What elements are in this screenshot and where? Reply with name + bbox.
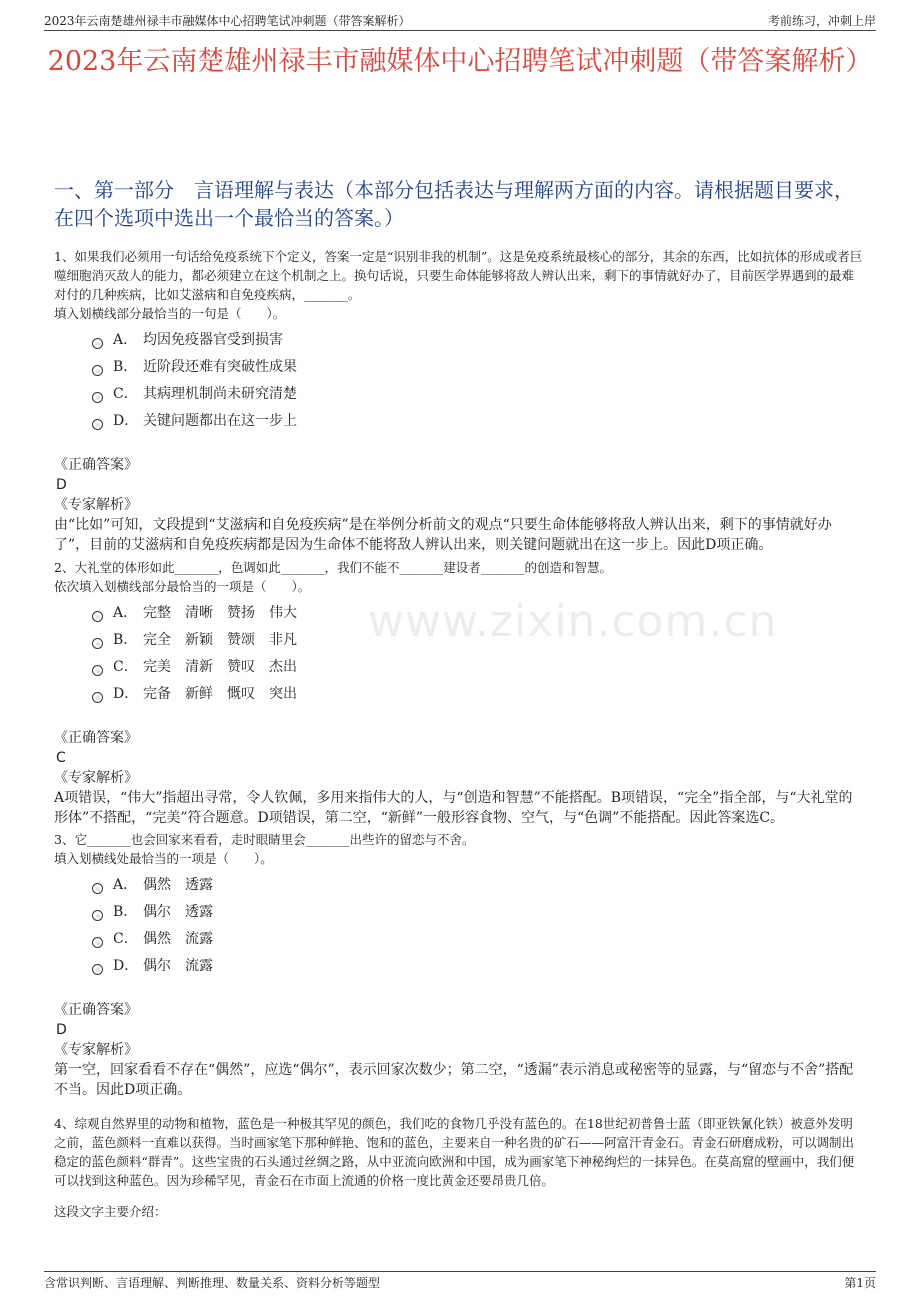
option-text: 近阶段还难有突破性成果 [143,359,297,375]
option-text: 完备 新鲜 慨叹 突出 [143,686,297,702]
answer-value: D [56,1022,67,1038]
radio-icon[interactable] [92,910,103,921]
option-letter: D． [113,413,139,429]
footer-description: 含常识判断、言语理解、判断推理、数量关系、资料分析等题型 [44,1276,381,1290]
option-d[interactable] [92,681,864,708]
option-letter: D． [113,686,139,702]
analysis-label: 《专家解析》 [54,770,138,786]
option-list [92,872,864,980]
analysis-label: 《专家解析》 [54,1042,138,1058]
question-stem: 4、综观自然界里的动物和植物，蓝色是一种极其罕见的颜色，我们吃的食物几乎没有蓝色的。在18世纪初普鲁士蓝（即亚铁氰化铁）被意外发明之前，蓝色颜料一直难以获得。当时画家笔下那种鲜艳、饱和的蓝色，主要来自一种名贵的矿石——阿富汗青金石。青金石研磨成粉，可以调制出稳定的蓝色颜料“群青”。这些宝贵的石头通过丝绸之路，从中亚流向欧洲和中国，成为画家笔下神秘绚烂的一抹异色。在莫高窟的壁画中，我们便可以找到这种蓝色。因为珍稀罕见，青金石在市面上流通的价格一度比黄金还要昂贵几倍。 [54,1116,855,1188]
option-a[interactable] [92,872,864,899]
option-text: 偶然 流露 [143,931,213,947]
radio-icon[interactable] [92,692,103,703]
option-text: 偶尔 流露 [143,958,213,974]
option-text: 完整 清晰 赞扬 伟大 [143,605,297,621]
option-c[interactable] [92,654,864,681]
radio-icon[interactable] [92,392,103,403]
option-a[interactable] [92,327,864,354]
option-text: 关键问题都出在这一步上 [143,413,297,429]
header-slogan: 考前练习，冲刺上岸 [767,14,876,28]
radio-icon[interactable] [92,338,103,349]
answer-value: C [56,750,66,766]
answer-value: D [56,477,67,493]
option-b[interactable] [92,354,864,381]
document-title: 2023年云南楚雄州禄丰市融媒体中心招聘笔试冲刺题（带答案解析） [47,46,873,77]
answer-section [54,728,864,828]
question-prompt: 填入划横线部分最恰当的一句是（ ）。 [54,306,286,321]
option-c[interactable] [92,926,864,953]
answer-section [54,455,864,555]
analysis-text: 由“比如”可知，文段提到“艾滋病和自免疫疾病”是在举例分析前文的观点“只要生命体能够将敌人辨认出来，剩下的事情就好办了”，目前的艾滋病和自免疫疾病都是因为生命体不能将敌人辨认出来，则关键问题就出在这一步上。因此D项正确。 [54,517,832,553]
section-heading: 一、第一部分 言语理解与表达（本部分包括表达与理解两方面的内容。请根据题目要求，在四个选项中选出一个最恰当的答案。） [54,178,854,230]
question-4 [54,1114,864,1221]
option-c[interactable] [92,381,864,408]
option-d[interactable] [92,953,864,980]
radio-icon[interactable] [92,611,103,622]
question-prompt: 这段文字主要介绍： [54,1204,167,1219]
question-1 [54,247,864,555]
radio-icon[interactable] [92,665,103,676]
option-text: 完美 清新 赞叹 杰出 [143,659,297,675]
option-letter: A． [113,877,138,893]
analysis-text: 第一空，回家看看不存在“偶然”，应选“偶尔”，表示回家次数少；第二空，“透漏”表示消息或秘密等的显露，与“留恋与不舍”搭配不当。因此D项正确。 [54,1062,854,1098]
option-letter: B． [113,904,138,920]
answer-label: 《正确答案》 [54,457,138,473]
option-text: 偶尔 透露 [143,904,213,920]
header-doc-title: 2023年云南楚雄州禄丰市融媒体中心招聘笔试冲刺题（带答案解析） [44,14,411,28]
page-number: 第1页 [844,1276,876,1290]
analysis-text: A项错误，“伟大”指超出寻常，令人钦佩，多用来指伟大的人，与“创造和智慧”不能搭配。B项错误，“完全”指全部，与“大礼堂的形体”不搭配，“完美”符合题意。D项错误，第二空，“新鲜”一般形容食物、空气，与“色调”不能搭配。因此答案选C。 [54,790,853,826]
question-prompt: 依次填入划横线部分最恰当的一项是（ ）。 [54,579,311,594]
radio-icon[interactable] [92,365,103,376]
option-letter: A． [113,605,138,621]
option-text: 偶然 透露 [143,877,213,893]
page-header [44,10,876,31]
option-list [92,327,864,435]
question-3 [54,830,864,1100]
watermark: www.zixin.com.cn [368,596,778,647]
option-text: 其病理机制尚未研究清楚 [143,386,297,402]
answer-label: 《正确答案》 [54,1002,138,1018]
question-prompt: 填入划横线处最恰当的一项是（ ）。 [54,851,273,866]
option-letter: B． [113,632,138,648]
radio-icon[interactable] [92,964,103,975]
radio-icon[interactable] [92,883,103,894]
option-letter: A． [113,332,138,348]
option-letter: C． [113,386,138,402]
radio-icon[interactable] [92,937,103,948]
option-letter: B． [113,359,138,375]
option-text: 完全 新颖 赞颂 非凡 [143,632,297,648]
page-footer [44,1271,876,1290]
option-letter: C． [113,931,138,947]
question-stem: 2、大礼堂的体形如此_______，色调如此_______，我们不能不_______建设者_______的创造和智慧。 [54,560,612,575]
answer-label: 《正确答案》 [54,730,138,746]
question-stem: 1、如果我们必须用一句话给免疫系统下个定义，答案一定是“识别非我的机制”。这是免疫系统最核心的部分，其余的东西，比如抗体的形成或者巨噬细胞消灭敌人的能力，都必须建立在这个机制之上。换句话说，只要生命体能够将敌人辨认出来，剩下的事情就好办了，目前医学界遇到的最难对付的几种疾病，比如艾滋病和自免疫疾病，_______。 [54,249,863,302]
option-letter: D． [113,958,139,974]
analysis-label: 《专家解析》 [54,497,138,513]
option-letter: C． [113,659,138,675]
question-stem: 3、它_______也会回家来看看，走时眼睛里会_______出些许的留恋与不舍。 [54,832,475,847]
option-d[interactable] [92,408,864,435]
answer-section [54,1000,864,1100]
radio-icon[interactable] [92,419,103,430]
option-text: 均因免疫器官受到损害 [143,332,283,348]
option-b[interactable] [92,899,864,926]
radio-icon[interactable] [92,638,103,649]
